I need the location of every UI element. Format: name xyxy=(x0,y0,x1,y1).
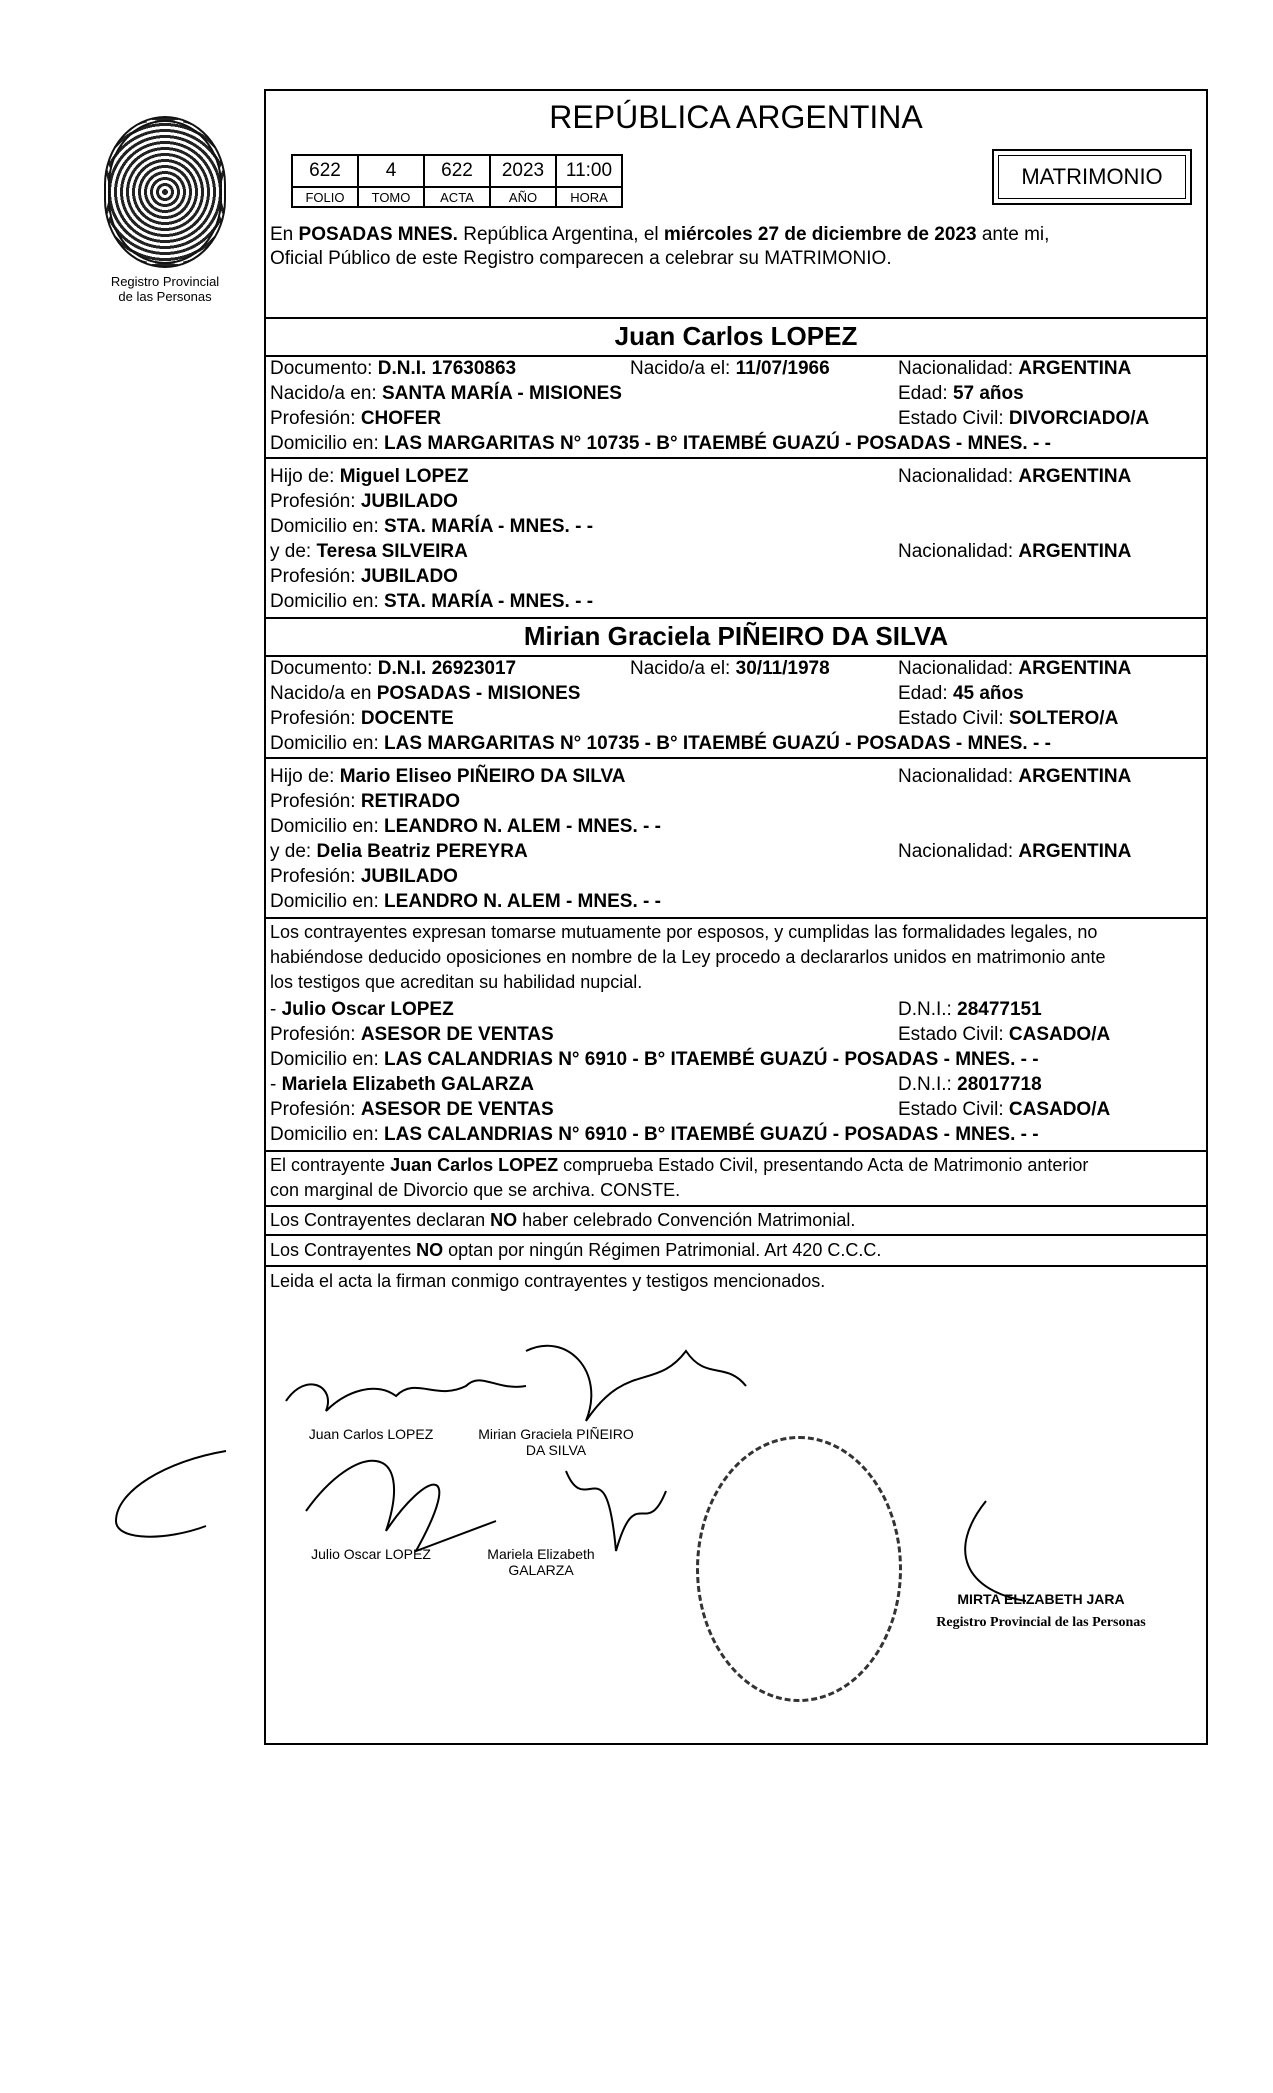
folio-label: FOLIO xyxy=(292,187,358,207)
officer-name: MIRTA ELIZABETH JARA xyxy=(957,1591,1125,1607)
registry-table xyxy=(291,154,623,208)
record-type-box: MATRIMONIO xyxy=(992,149,1192,205)
margin-signature-stroke xyxy=(106,1431,306,1551)
civil-status-note-2: con marginal de Divorcio que se archiva. CONSTE. xyxy=(270,1180,681,1200)
logo-caption-2: de las Personas xyxy=(118,289,212,304)
acta-label: ACTA xyxy=(424,187,490,207)
civil-status-note-1: El contrayente Juan Carlos LOPEZ comprueba Estado Civil, presentando Acta de Matrimonio anterior xyxy=(270,1155,1089,1175)
bride-prof-row: Profesión: DOCENTE Estado Civil: SOLTERO/A xyxy=(270,708,1119,729)
intro-line-1: En POSADAS MNES. República Argentina, el miércoles 27 de diciembre de 2023 ante mi, xyxy=(270,224,1050,245)
anio-label: AÑO xyxy=(490,187,556,207)
acta-value: 622 xyxy=(424,155,490,187)
witness-2-prof: Profesión: ASESOR DE VENTAS Estado Civil: CASADO/A xyxy=(270,1099,1111,1120)
bride-father-address: Domicilio en: LEANDRO N. ALEM - MNES. - - xyxy=(270,816,661,837)
declaration-line-3: los testigos que acreditan su habilidad nupcial. xyxy=(270,972,643,992)
logo-caption-1: Registro Provincial xyxy=(110,274,220,289)
groom-name: Juan Carlos LOPEZ xyxy=(614,321,858,351)
witness-1-address: Domicilio en: LAS CALANDRIAS N° 6910 - B° ITAEMBÉ GUAZÚ - POSADAS - MNES. - - xyxy=(270,1049,1039,1070)
bride-signature-label-2: DA SILVA xyxy=(525,1442,587,1458)
bride-place-row: Nacido/a en POSADAS - MISIONES Edad: 45 años xyxy=(270,683,1024,704)
hora-label: HORA xyxy=(556,187,622,207)
witness-2-row: - Mariela Elizabeth GALARZA D.N.I.: 28017718 xyxy=(270,1074,1042,1095)
bride-mother-prof: Profesión: JUBILADO xyxy=(270,866,458,887)
bride-mother-address: Domicilio en: LEANDRO N. ALEM - MNES. - - xyxy=(270,891,661,912)
groom-signature-label: Juan Carlos LOPEZ xyxy=(308,1426,434,1442)
witness-1-prof: Profesión: ASESOR DE VENTAS Estado Civil: CASADO/A xyxy=(270,1024,1111,1045)
groom-doc-row: Documento: D.N.I. 17630863 Nacido/a el: 11/07/1966 Nacionalidad: ARGENTINA xyxy=(270,358,1132,379)
groom-mother-row: y de: Teresa SILVEIRA Nacionalidad: ARGENTINA xyxy=(270,541,1132,562)
witness-2-address: Domicilio en: LAS CALANDRIAS N° 6910 - B° ITAEMBÉ GUAZÚ - POSADAS - MNES. - - xyxy=(270,1124,1039,1145)
bride-father-prof: Profesión: RETIRADO xyxy=(270,791,461,812)
tomo-label: TOMO xyxy=(358,187,424,207)
certificate-frame xyxy=(264,89,1208,1745)
hora-value: 11:00 xyxy=(556,155,622,187)
document-title: REPÚBLICA ARGENTINA xyxy=(549,99,923,135)
declaration-line-1: Los contrayentes expresan tomarse mutuamente por esposos, y cumplidas las formalidades legales, no xyxy=(270,922,1098,942)
registry-stamp-icon xyxy=(696,1436,902,1702)
groom-father-prof: Profesión: JUBILADO xyxy=(270,491,458,512)
officer-title: Registro Provincial de las Personas xyxy=(936,1615,1146,1630)
declaration-line-2: habiéndose deducido oposiciones en nombre de la Ley procedo a declararlos unidos en matrimonio ante xyxy=(270,947,1106,967)
anio-value: 2023 xyxy=(490,155,556,187)
witness-2-signature-label-1: Mariela Elizabeth xyxy=(487,1546,595,1562)
bride-mother-row: y de: Delia Beatriz PEREYRA Nacionalidad: ARGENTINA xyxy=(270,841,1132,862)
province-seal-icon xyxy=(104,116,226,268)
folio-value: 622 xyxy=(292,155,358,187)
bride-father-row: Hijo de: Mario Eliseo PIÑEIRO DA SILVA Nacionalidad: ARGENTINA xyxy=(270,766,1132,787)
intro-line-2: Oficial Público de este Registro comparecen a celebrar su MATRIMONIO. xyxy=(270,248,892,269)
regime-note: Los Contrayentes NO optan por ningún Régimen Patrimonial. Art 420 C.C.C. xyxy=(270,1240,882,1260)
witness-2-signature-label-2: GALARZA xyxy=(508,1562,574,1578)
witness-1-row: - Julio Oscar LOPEZ D.N.I.: 28477151 xyxy=(270,999,1042,1020)
groom-mother-address: Domicilio en: STA. MARÍA - MNES. - - xyxy=(270,591,594,612)
groom-address-row: Domicilio en: LAS MARGARITAS N° 10735 - B° ITAEMBÉ GUAZÚ - POSADAS - MNES. - - xyxy=(270,433,1051,454)
groom-mother-prof: Profesión: JUBILADO xyxy=(270,566,458,587)
bride-address-row: Domicilio en: LAS MARGARITAS N° 10735 - B° ITAEMBÉ GUAZÚ - POSADAS - MNES. - - xyxy=(270,733,1051,754)
groom-father-address: Domicilio en: STA. MARÍA - MNES. - - xyxy=(270,516,594,537)
tomo-value: 4 xyxy=(358,155,424,187)
bride-doc-row: Documento: D.N.I. 26923017 Nacido/a el: 30/11/1978 Nacionalidad: ARGENTINA xyxy=(270,658,1132,679)
reading-note: Leida el acta la firman conmigo contrayentes y testigos mencionados. xyxy=(270,1271,826,1291)
groom-place-row: Nacido/a en: SANTA MARÍA - MISIONES Edad: 57 años xyxy=(270,383,1024,404)
witness-1-signature-label: Julio Oscar LOPEZ xyxy=(311,1546,431,1562)
bride-signature-label-1: Mirian Graciela PIÑEIRO xyxy=(478,1426,634,1442)
registry-logo xyxy=(80,116,250,304)
groom-prof-row: Profesión: CHOFER Estado Civil: DIVORCIADO/A xyxy=(270,408,1150,429)
groom-father-row: Hijo de: Miguel LOPEZ Nacionalidad: ARGENTINA xyxy=(270,466,1132,487)
convention-note: Los Contrayentes declaran NO haber celebrado Convención Matrimonial. xyxy=(270,1210,856,1230)
bride-name: Mirian Graciela PIÑEIRO DA SILVA xyxy=(523,621,949,651)
